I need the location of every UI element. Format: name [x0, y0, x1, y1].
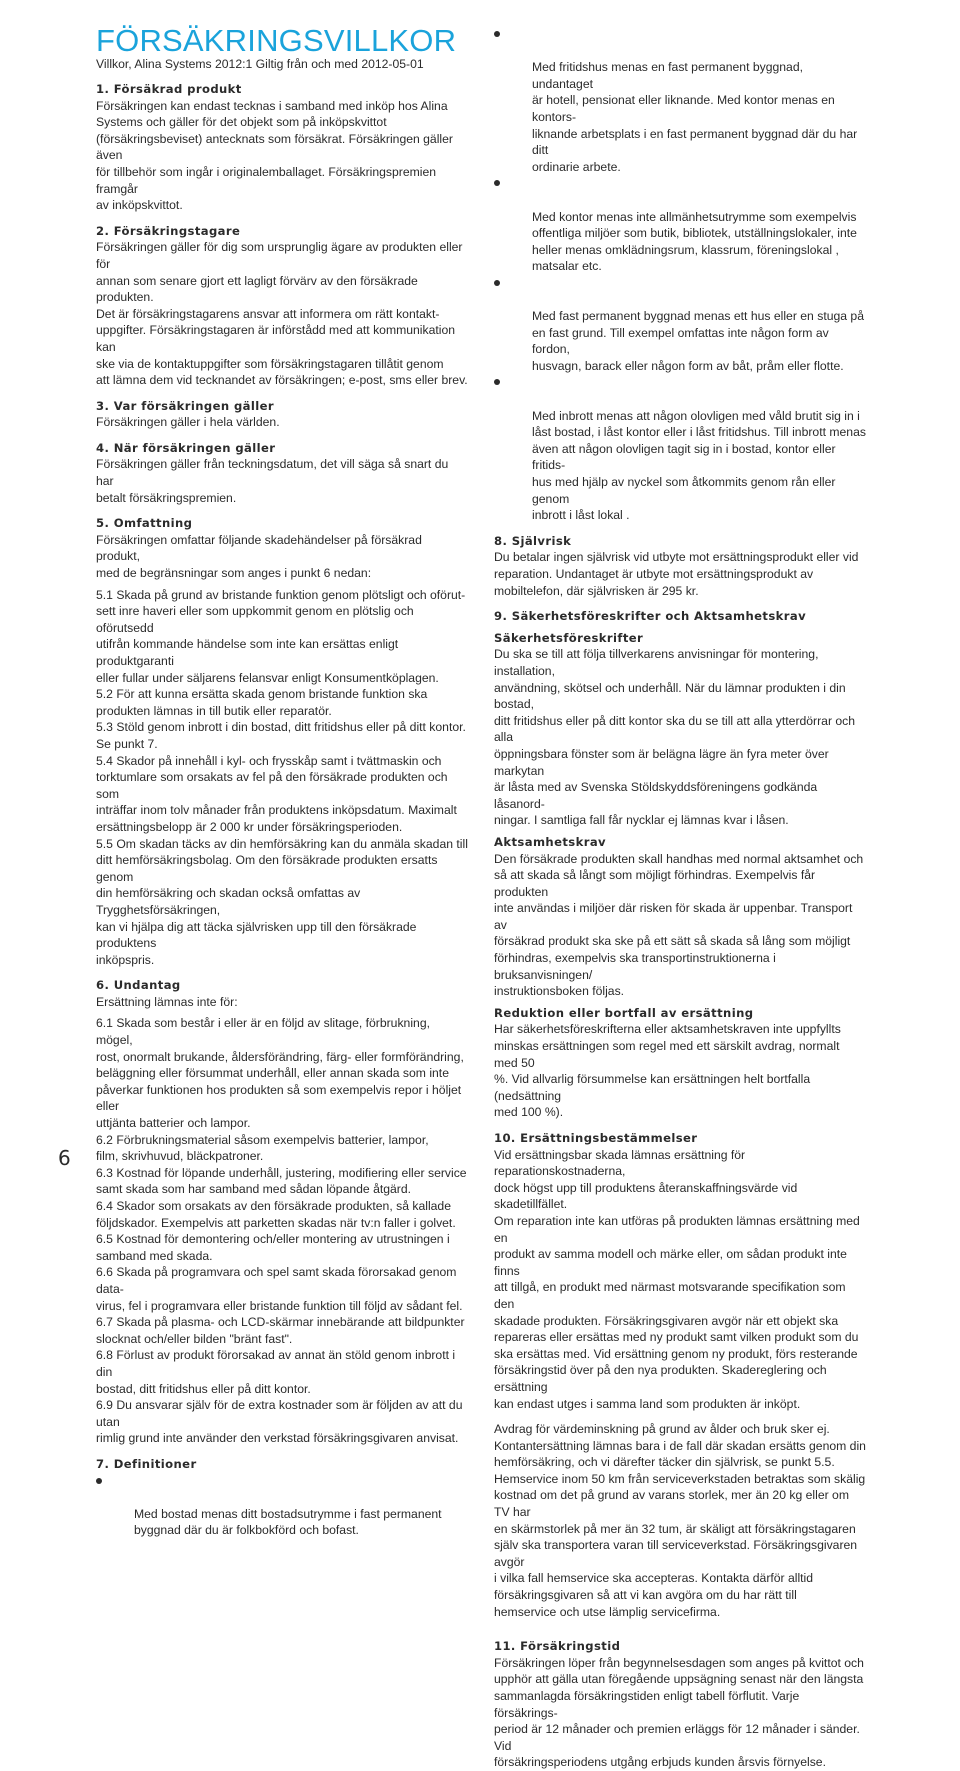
page-title: FÖRSÄKRINGSVILLKOR: [96, 23, 457, 58]
section-10: [494, 1130, 866, 1620]
bullet-text: Med kontor menas inte allmänhetsutrymme som exempelvis offentliga miljöer som butik, bibliotek, utställningslokaler, inte heller menas omklädningsrum, klassrum, föreningslokal , matsalar etc.: [532, 209, 857, 274]
section-heading: 7. Definitioner: [96, 1456, 197, 1471]
left-column: [96, 81, 468, 1539]
bullet-dot-icon: [494, 31, 500, 37]
section-7: [96, 1456, 468, 1539]
page-number: 6: [58, 1146, 71, 1170]
section-6: [96, 977, 468, 1447]
subsection-heading: Säkerhetsföreskrifter: [494, 630, 644, 645]
bullet-item: [494, 175, 866, 275]
section-5: [96, 515, 468, 968]
section-text: Vid ersättningsbar skada lämnas ersättning för reparationskostnaderna, dock högst upp till produktens återanskaffningsvärde vid skadetillfället. Om reparation inte kan utföras på produkten lämnas ersättning med en produkt av samma modell och märke eller, om sådan produkt inte finns att tillgå, en produkt med närmast motsvarande specifikation som den skadade produkten. Försäkringsgivaren avgör när ett objekt ska repareras eller ersättas med ny produkt samt vilken produkt som du ska ersättas med. Vid ersättning genom ny produkt, förs resterande försäkringstid över på den nya produkten. Skadereglering och ersättning kan endast utges i samma land som produkten är inköpt.: [494, 1147, 860, 1411]
section-heading: 3. Var försäkringen gäller: [96, 398, 275, 413]
list-item: 5.1 Skada på grund av bristande funktion genom plötsligt och oförut- sett inre haveri eller som uppkommit genom en plötslig och oförutsedd utifrån kommande händelse som inte kan ersättas enligt produktgaranti eller fullar under säljarens felansvar enligt Konsumentköplagen.: [96, 587, 466, 685]
section-intro: Ersättning lämnas inte för:: [96, 994, 238, 1009]
section-text: Försäkringen gäller för dig som ursprunglig ägare av produkten eller för annan som senare gjort ett lagligt förvärv av den försäkrade produkten. Det är försäkringstagarens ansvar att informera om rätt kontakt- uppgifter. Försäkringstagaren är införstådd med att kommunikation kan ske via de kontaktuppgifter som försäkringstagaren tillåtit genom att lämna dem vid tecknandet av försäkringen; e-post, sms eller brev.: [96, 240, 468, 388]
bullet-text: Med fast permanent byggnad menas ett hus eller en stuga på en fast grund. Till exempel omfattas inte någon form av fordon, husvagn, barack eller någon form av båt, pråm eller flotte.: [532, 309, 864, 373]
bullet-dot-icon: [494, 379, 500, 385]
list-item: 6.2 Förbrukningsmaterial såsom exempelvis batterier, lampor, film, skrivhuvud, bläckpatroner.: [96, 1132, 429, 1164]
section-heading: 9. Säkerhetsföreskrifter och Aktsamhetskrav: [494, 609, 807, 624]
section-heading: 8. Självrisk: [494, 533, 572, 548]
section-1: [96, 81, 468, 214]
section-8: [494, 533, 866, 599]
page-subtitle: Villkor, Alina Systems 2012:1 Giltig från och med 2012-05-01: [96, 57, 424, 71]
section-text: Du ska se till att följa tillverkarens anvisningar för montering, installation, användning, skötsel och underhåll. När du lämnar produkten i din bostad, ditt fritidshus eller på ditt kontor ska du se till att alla ytterdörrar och alla öppningsbara fönster som är belägna lägre än fyra meter över markytan är låsta med av Svenska Stöldskyddsföreningens godkända låsanord- ningar. I samtliga fall får nycklar ej lämnas kvar i låsen.: [494, 647, 856, 828]
section-3: [96, 398, 468, 431]
section-heading: 4. När försäkringen gäller: [96, 440, 276, 455]
section-text: Försäkringen löper från begynnelsesdagen som anges på kvittot och upphör att gälla utan föregående uppsägning senast när den längsta sammanlagda försäkringstiden enligt tabell förflutit. Varje försäkrings- period är 12 månader och premien erläggs för 12 månader i sänder. Vid försäkringsperiodens utgång erbjuds kunden årsvis förnyelse.: [494, 1655, 864, 1770]
section-9: [494, 608, 866, 1121]
section-4: [96, 440, 468, 506]
subsection-heading: Aktsamhetskrav: [494, 834, 606, 849]
bullet-item: [96, 1473, 468, 1539]
bullet-text: Med fritidshus menas en fast permanent byggnad, undantaget är hotell, pensionat eller liknande. Med kontor menas en kontors- liknande arbetsplats i en fast permanent byggnad där du har ditt ordinarie arbete.: [532, 60, 858, 174]
section-text: Avdrag för värdeminskning på grund av ålder och bruk sker ej. Kontantersättning lämnas bara i de fall där skadan ersätts genom din hemförsäkring, och vi därefter täcker din självrisk, se punkt 5.5. Hemservice inom 50 km från serviceverkstaden betraktas som skälig kostnad om det på grund av varans storlek, mer än 20 kg eller om TV har en skärmstorlek på mer än 32 tum, är skäligt att försäkringstagaren själv ska transportera varan till serviceverkstad. Försäkringsgivaren avgör i vilka fall hemservice ska accepteras. Kontakta därför alltid försäkringsgivaren så att vi kan avgöra om du har rätt till hemservice och utse lämplig servicefirma.: [494, 1422, 866, 1619]
list-item: 6.1 Skada som består i eller är en följd av slitage, förbrukning, mögel, rost, onormalt brukande, åldersförändring, färg- eller formförändring, beläggning eller försummat underhåll, eller annan skada som inte påverkar funktionen hos produkten så som exempelvis repor i höljet eller uttjänta batterier och lampor.: [96, 1016, 464, 1131]
bullet-text: Med bostad menas ditt bostadsutrymme i fast permanent byggnad där du är folkbokförd och bofast.: [134, 1506, 442, 1538]
section-2: [96, 223, 468, 389]
section-heading: 2. Försäkringstagare: [96, 223, 241, 238]
list-item: 5.5 Om skadan täcks av din hemförsäkring kan du anmäla skadan till ditt hemförsäkringsbolag. Om den försäkrade produkten ersatts genom din hemförsäkring och skadan också omfattas av Trygghetsförsäkringen, kan vi hjälpa dig att täcka självrisken upp till den försäkrade produktens inköpspris.: [96, 836, 468, 967]
section-heading: 5. Omfattning: [96, 516, 193, 531]
section-text: Försäkringen gäller från teckningsdatum, det vill säga så snart du har betalt försäkringspremien.: [96, 457, 449, 505]
section-11: [494, 1638, 866, 1771]
bullet-item: [494, 374, 866, 523]
list-item: 6.7 Skada på plasma- och LCD-skärmar innebärande att bildpunkter slocknat och/eller bilden "bränt fast".: [96, 1315, 465, 1346]
list-item: 6.3 Kostnad för löpande underhåll, justering, modifiering eller service samt skada som har samband med sådan löpande åtgärd.: [96, 1165, 467, 1197]
section-text: Du betalar ingen självrisk vid utbyte mot ersättningsprodukt eller vid reparation. Undantaget är utbyte mot ersättningsprodukt av mobiltelefon, där självrisken är 295 kr.: [494, 550, 859, 598]
section-text: Har säkerhetsföreskrifterna eller aktsamhetskraven inte uppfyllts minskas ersättningen som regel med ett särskilt avdrag, normalt med 50 %. Vid allvarlig försummelse kan ersättningen helt bortfalla (nedsättning med 100 %).: [494, 1022, 841, 1120]
bullet-dot-icon: [494, 180, 500, 186]
section-heading: 11. Försäkringstid: [494, 1639, 621, 1654]
section-text: Försäkringen gäller i hela världen.: [96, 415, 280, 430]
section-heading: 1. Försäkrad produkt: [96, 82, 242, 96]
list-item: 5.3 Stöld genom inbrott i din bostad, ditt fritidshus eller på ditt kontor. Se punkt 7.: [96, 720, 466, 751]
bullet-item: [494, 275, 866, 375]
bullet-item: [494, 26, 866, 175]
list-item: 6.6 Skada på programvara och spel samt skada förorsakad genom data- virus, fel i programvara eller bristande funktion till följd av sådant fel.: [96, 1265, 463, 1313]
bullet-dot-icon: [96, 1478, 102, 1484]
right-column: [494, 26, 866, 1771]
bullet-text: Med inbrott menas att någon olovligen med våld brutit sig in i låst bostad, i låst kontor eller i låst fritidshus. Till inbrott menas även att någon olovligen tagit sig in i bostad, kontor eller fritids- hus med hjälp av nyckel som åtkommits genom rån eller genom inbrott i låst lokal .: [532, 408, 866, 523]
section-heading: 6. Undantag: [96, 978, 181, 993]
list-item: 6.4 Skador som orsakats av den försäkrade produkten, så kallade följdskador. Exempelvis att parketten skadas när tv:n faller i golvet.: [96, 1199, 456, 1230]
list-item: 5.4 Skador på innehåll i kyl- och frysskåp samt i tvättmaskin och torktumlare som orsakats av fel på den försäkrade produkten och som inträffar inom tolv månader från produktens inköpsdatum. Maximalt ersättningsbelopp är 2 000 kr under försäkringsperioden.: [96, 753, 457, 834]
list-item: 6.8 Förlust av produkt förorsakad av annat än stöld genom inbrott i din bostad, ditt fritidshus eller på ditt kontor.: [96, 1348, 456, 1396]
bullet-dot-icon: [494, 280, 500, 286]
section-heading: 10. Ersättningsbestämmelser: [494, 1131, 698, 1145]
list-item: 5.2 För att kunna ersätta skada genom bristande funktion ska produkten lämnas in till butik eller reparatör.: [96, 687, 428, 718]
list-item: 6.5 Kostnad för demontering och/eller montering av utrustningen i samband med skada.: [96, 1232, 450, 1263]
section-text: Försäkringen kan endast tecknas i samband med inköp hos Alina Systems och gäller för det objekt som på inköpskvittot (försäkringsbeviset) antecknats som försäkrat. Försäkringen gäller även för tillbehör som ingår i originalemballaget. Försäkringspremien framgår av inköpskvittot.: [96, 98, 453, 213]
section-text: Den försäkrade produkten skall handhas med normal aktsamhet och så att skada så långt som möjligt förhindras. Exempelvis får produkten inte användas i miljöer där risken för skada är uppenbar. Transport av försäkrad produkt ska ske på ett sätt så skada så lång som möjligt förhindras, exempelvis ska transportinstruktionerna i bruksanvisningen/ instruktionsboken följas.: [494, 851, 864, 999]
subsection-heading: Reduktion eller bortfall av ersättning: [494, 1005, 754, 1020]
section-intro: Försäkringen omfattar följande skadehändelser på försäkrad produkt, med de begränsningar som anges i punkt 6 nedan:: [96, 532, 422, 581]
list-item: 6.9 Du ansvarar själv för de extra kostnader som är följden av att du utan rimlig grund inte använder den verkstad försäkringsgivaren anvisat.: [96, 1398, 463, 1446]
